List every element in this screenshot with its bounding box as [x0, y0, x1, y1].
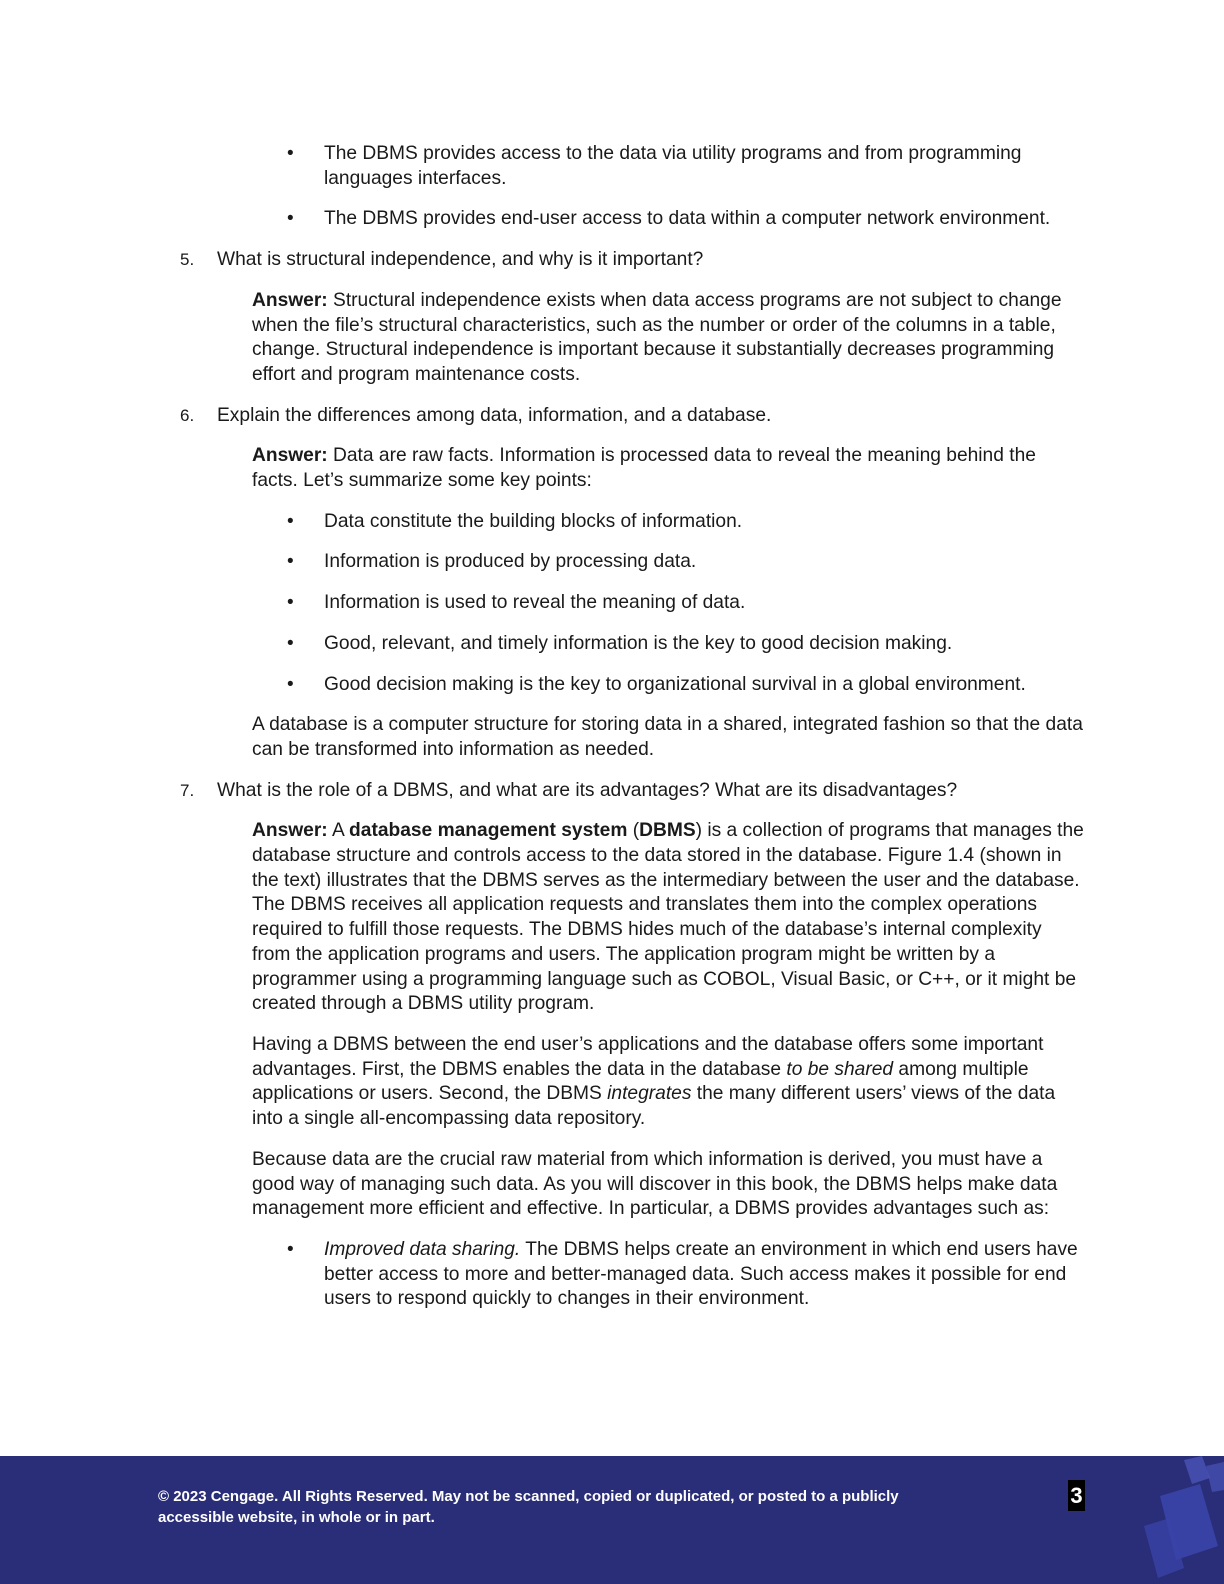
answer-6 [0, 444, 1224, 493]
question-number: 6. [180, 405, 195, 425]
advantage-title: Improved data sharing. [324, 1238, 521, 1260]
advantage-text: The DBMS helps create an environment in which end users have better access to more and better-managed data. Such access makes it possible for end users to respond quickly to changes in their environment. [324, 1238, 1078, 1310]
text-run: ( [627, 820, 640, 842]
list-item: • The DBMS provides end-user access to data within a computer network environment. [0, 207, 1224, 232]
text-run: A [327, 820, 350, 842]
question-text: What is structural independence, and why is it important? [217, 249, 704, 271]
page-content [0, 142, 1224, 1328]
answer-text: Structural independence exists when data access programs are not subject to change when the file’s structural characteristics, such as the number or order of the columns in a table, change. Structural independence is important because it substantially decreases programming effort and program maintenance costs. [252, 289, 1062, 385]
text-run: the many different users’ views of the data into a single all-encompassing data repository. [252, 1083, 1056, 1130]
question-number: 5. [180, 250, 195, 270]
advantages-list [0, 1238, 1224, 1312]
question-text: Explain the differences among data, information, and a database. [217, 404, 772, 426]
answer-label: Answer: [252, 820, 328, 842]
question-7 [0, 779, 1224, 804]
list-item: • Information is used to reveal the meaning of data. [0, 591, 1224, 616]
answer-label: Answer: [252, 289, 328, 311]
emphasis: to be shared [786, 1058, 894, 1080]
emphasis: integrates [607, 1083, 692, 1105]
cengage-logo-icon [1140, 1456, 1224, 1584]
page-footer [0, 1456, 1224, 1584]
text-run: among multiple applications or users. Second, the DBMS [252, 1058, 1029, 1105]
answer-label: Answer: [252, 445, 328, 467]
text-run: Having a DBMS between the end user’s applications and the database offers some important advantages. First, the DBMS enables the data in the database [252, 1033, 1044, 1080]
intro-bullet-list [0, 142, 1224, 232]
list-item: • Data constitute the building blocks of information. [0, 510, 1224, 535]
database-definition: A database is a computer structure for storing data in a shared, integrated fashion so that the data can be transformed into information as needed. [252, 714, 1083, 760]
list-item: • Good, relevant, and timely information is the key to good decision making. [0, 632, 1224, 657]
term-dbms: database management system [349, 820, 628, 842]
question-6 [0, 404, 1224, 429]
copyright-notice: © 2023 Cengage. All Rights Reserved. May not be scanned, copied or duplicated, or posted to a publicly accessible website, in whole or in part. [158, 1488, 899, 1526]
list-item: • The DBMS provides access to the data via utility programs and from programming languages interfaces. [0, 142, 1224, 191]
question-text: What is the role of a DBMS, and what are its advantages? What are its disadvantages? [217, 779, 958, 801]
list-item: • Good decision making is the key to organizational survival in a global environment. [0, 673, 1224, 698]
list-item [0, 1238, 1224, 1312]
term-abbr: DBMS [639, 820, 696, 842]
text-run: ) is a collection of programs that manages the database structure and controls access to the data stored in the database. Figure 1.4 (shown in the text) illustrates that the DBMS serves as the intermediary between the user and the database. The DBMS receives all application requests and translates them into the complex operations required to fulfill those requests. The DBMS hides much of the database’s internal complexity from the application programs and users. The application program might be written by a programmer using a programming language such as COBOL, Visual Basic, or C++, or it might be created through a DBMS utility program. [252, 820, 1084, 1015]
answer-7-paragraph-3: Because data are the crucial raw material from which information is derived, you must have a good way of managing such data. As you will discover in this book, the DBMS helps make data management more efficient and effective. In particular, a DBMS provides advantages such as: [252, 1148, 1058, 1220]
page-number: 3 [1068, 1480, 1085, 1511]
key-points-list [0, 510, 1224, 698]
answer-7-paragraph-1 [0, 819, 1224, 1017]
question-number: 7. [180, 780, 195, 800]
answer-5 [0, 289, 1224, 388]
question-5 [0, 248, 1224, 273]
answer-text: Data are raw facts. Information is processed data to reveal the meaning behind the facts. Let’s summarize some key points: [252, 445, 1036, 492]
answer-7-paragraph-2 [0, 1033, 1224, 1132]
list-item: • Information is produced by processing data. [0, 550, 1224, 575]
